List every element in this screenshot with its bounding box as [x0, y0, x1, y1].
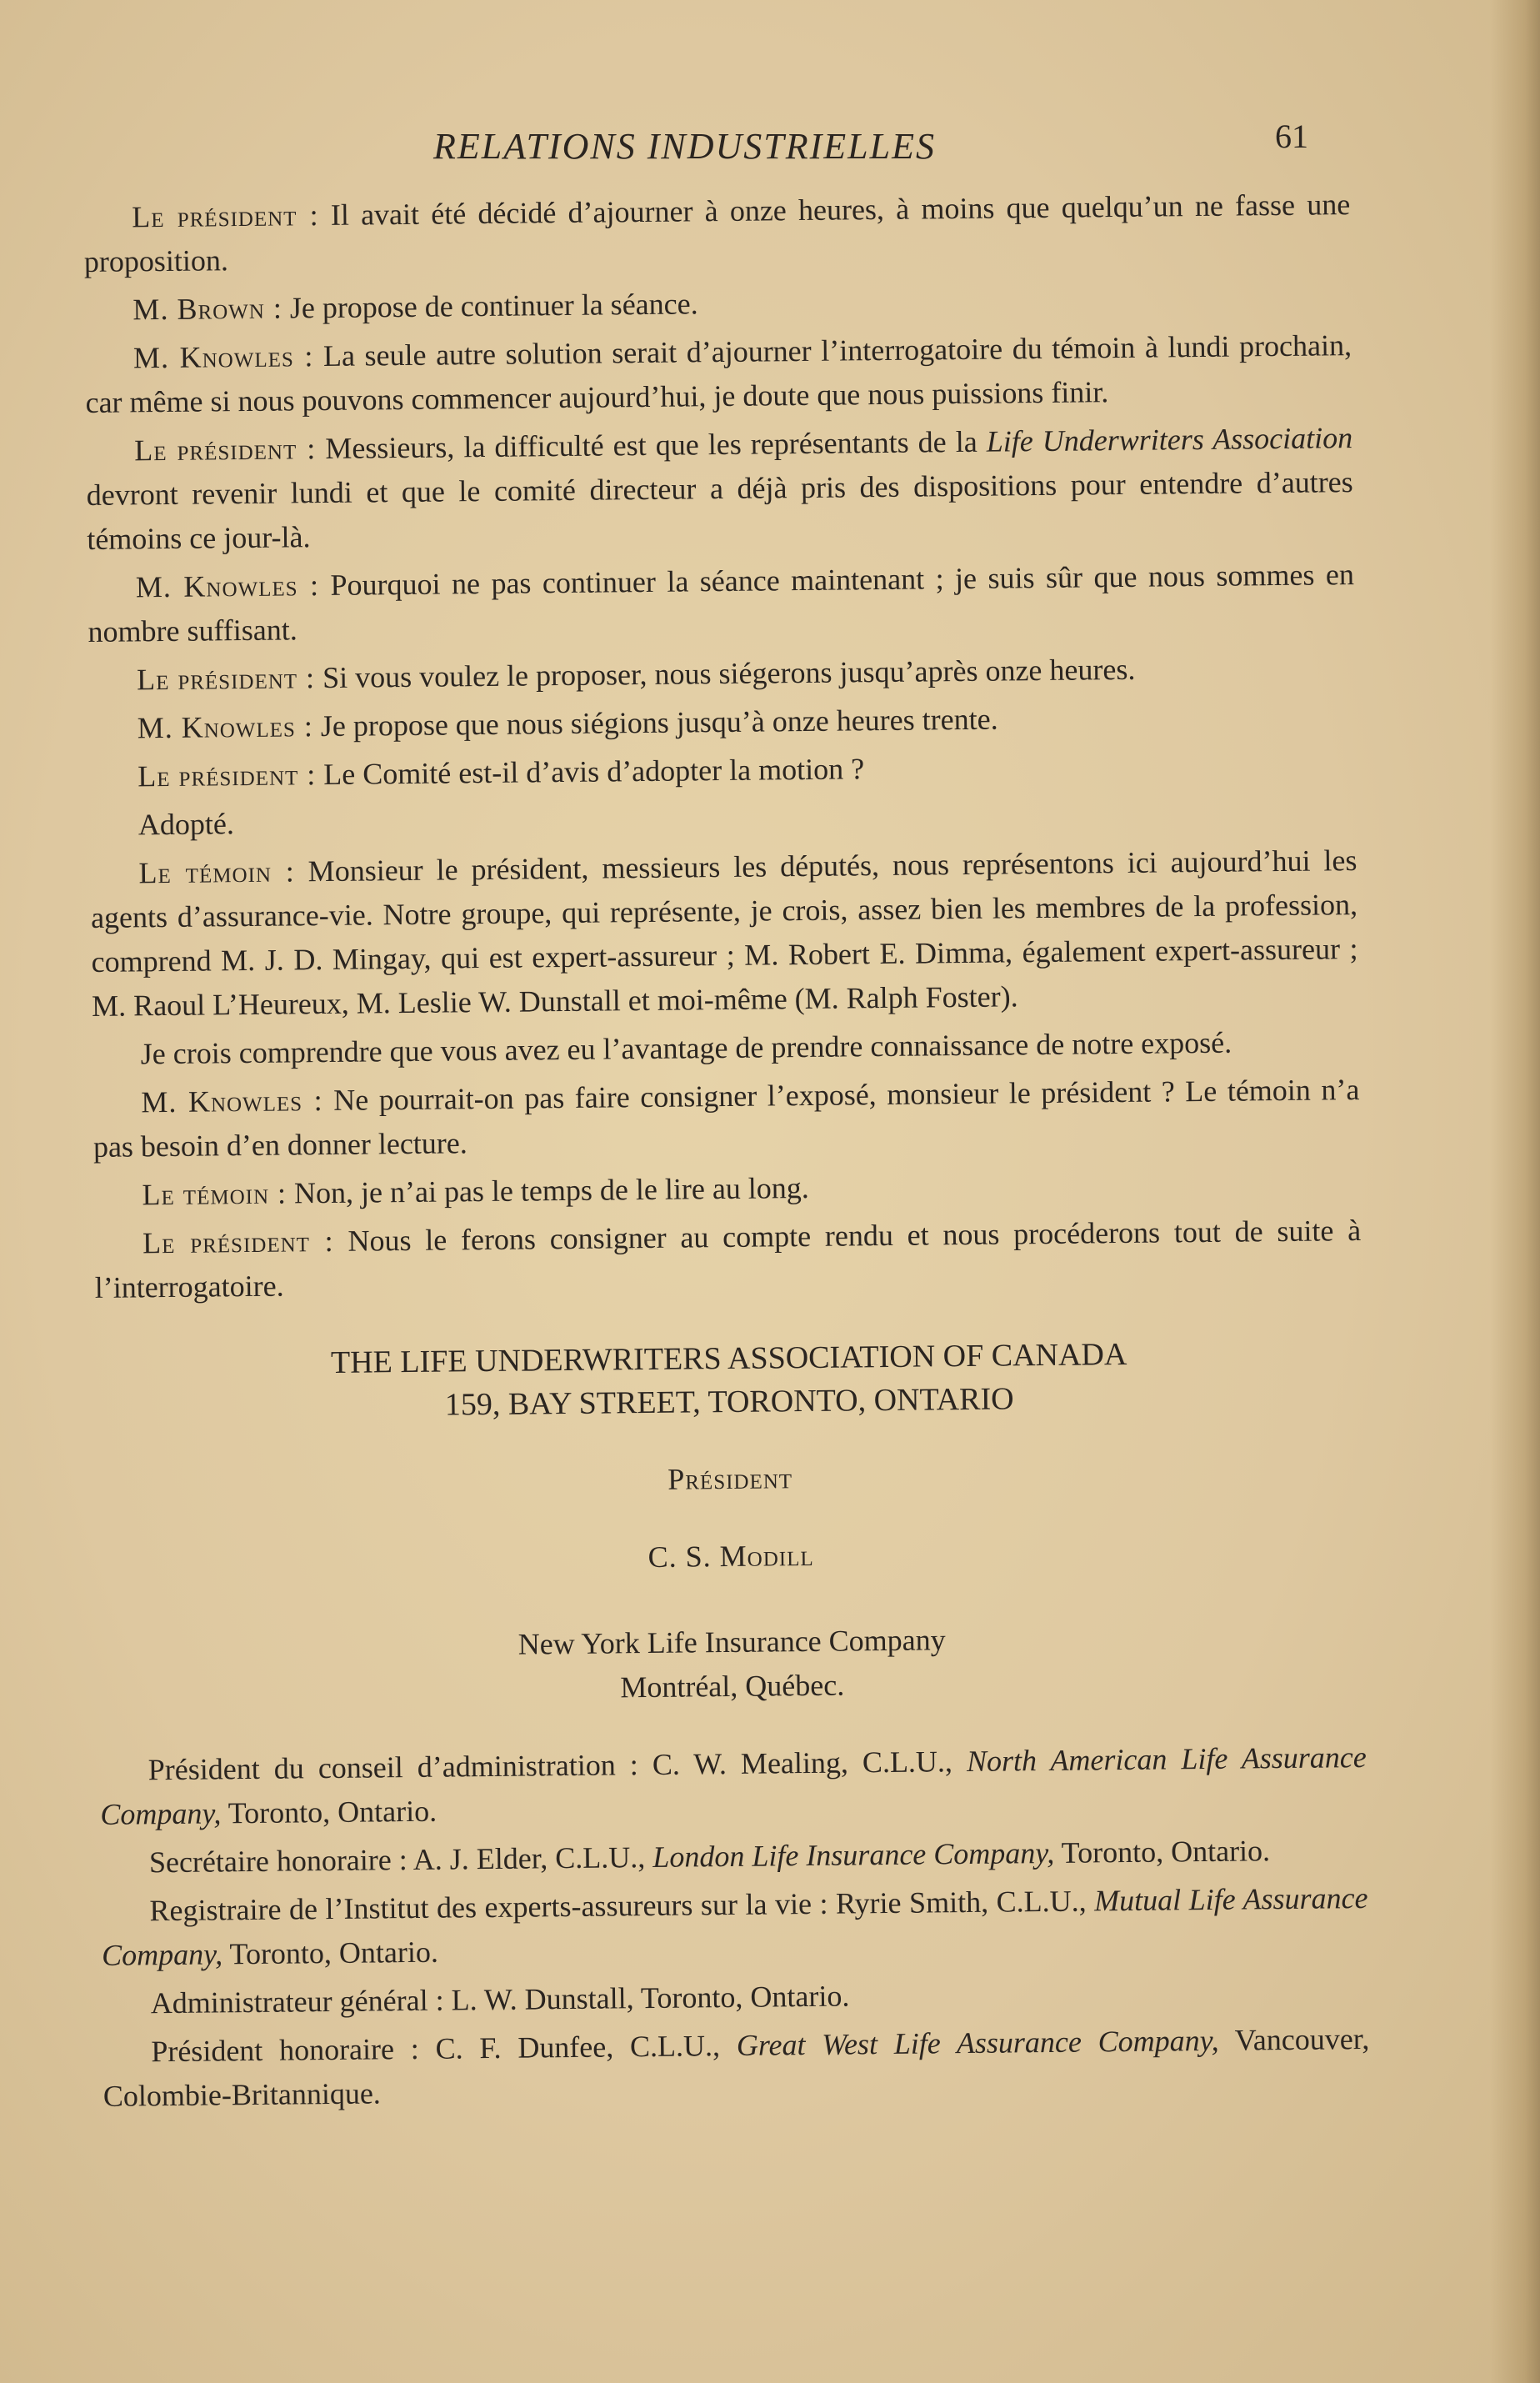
- dialogue-line: [92, 1019, 1359, 1077]
- officer-name: C. F. Dunfee, C.L.U.,: [435, 2029, 721, 2065]
- officer-role: Président honoraire :: [151, 2031, 420, 2069]
- dialogue-line: [88, 693, 1355, 751]
- speech: Nous le ferons consigner au compte rendu et nous procéderons tout de suite à l’interrogatoire.: [94, 1214, 1362, 1304]
- officer-place: Toronto, Ontario.: [1061, 1834, 1271, 1870]
- page-number: 61: [1275, 118, 1308, 155]
- running-header: RELATIONS INDUSTRIELLES: [433, 126, 936, 167]
- page-edge-shadow: [1490, 0, 1540, 2383]
- officer-company: Great West Life Assurance Company,: [736, 2023, 1219, 2062]
- dialogue-line: [90, 839, 1358, 1029]
- officer-entry: [101, 1828, 1368, 1885]
- officer-place: Toronto, Ontario.: [228, 1794, 438, 1830]
- speech: Non, je n’ai pas le temps de le lire au long.: [293, 1170, 810, 1210]
- speech: Ne pourrait-on pas faire consigner l’exposé, monsieur le président ? Le témoin n’a pas besoin d’en donner lecture.: [92, 1073, 1360, 1164]
- dialogue-line: [85, 323, 1352, 425]
- speaker: Le témoin :: [138, 854, 295, 890]
- officer-role: Administrateur général :: [150, 1983, 444, 2020]
- dialogue-line: [89, 742, 1356, 799]
- dialogue-line: [84, 275, 1351, 333]
- speaker: M. Brown :: [132, 291, 283, 327]
- dialogue-line: [93, 1160, 1360, 1218]
- speech: Si vous voulez le proposer, nous siégerons jusqu’après onze heures.: [322, 652, 1136, 695]
- speaker: M. Knowles :: [135, 568, 320, 604]
- dialogue-line: [88, 553, 1355, 654]
- speaker: Le président :: [142, 1224, 334, 1260]
- officer-name: A. J. Elder, C.L.U.,: [412, 1840, 646, 1876]
- speech: Adopté.: [138, 807, 235, 842]
- speaker: M. Knowles :: [132, 339, 314, 375]
- speech: Pourquoi ne pas continuer la séance maintenant ; je suis sûr que nous sommes en nombre suffisant.: [88, 558, 1355, 648]
- speech-continued: devront revenir lundi et que le comité directeur a déjà pris des dispositions pour entendre d’autres témoins ce jour-là.: [86, 465, 1353, 556]
- dialogue-line: [90, 790, 1357, 848]
- speaker: M. Knowles :: [137, 709, 314, 745]
- association-heading: [95, 1330, 1362, 1430]
- officer-company: Mutual Life Assurance Company,: [101, 1880, 1368, 1972]
- officer-role: Secrétaire honoraire :: [148, 1843, 408, 1880]
- president-company: New York Life Insurance Company: [518, 1623, 946, 1661]
- speaker: Le président :: [133, 432, 317, 468]
- dialogue-line: [83, 183, 1351, 284]
- president-city: Montréal, Québec.: [620, 1668, 845, 1705]
- speech: Je propose de continuer la séance.: [289, 287, 698, 325]
- speaker: Le président :: [138, 758, 317, 793]
- speaker: Le président :: [132, 198, 319, 234]
- president-affiliation: [98, 1614, 1366, 1715]
- officer-entry: [100, 1735, 1368, 1837]
- speaker: M. Knowles :: [141, 1084, 323, 1119]
- president-title: Président: [668, 1461, 793, 1496]
- speaker: Le président :: [136, 661, 316, 697]
- body-text: [83, 183, 1370, 2123]
- officer-name: C. W. Mealing, C.L.U.,: [652, 1745, 953, 1781]
- officer-company: North American Life Assurance Company,: [100, 1740, 1367, 1831]
- officer-role: Président du conseil d’administration :: [148, 1748, 639, 1787]
- officer-company: London Life Insurance Company,: [652, 1835, 1055, 1874]
- speech-italic: Life Underwriters Association: [986, 421, 1353, 458]
- officer-role: Registraire de l’Institut des experts-assureurs sur la vie :: [149, 1886, 828, 1928]
- officer-entry: [101, 1876, 1368, 1978]
- dialogue-line: [94, 1209, 1362, 1310]
- officer-place: Toronto, Ontario.: [229, 1935, 439, 1971]
- officer-entry: [102, 1969, 1368, 2026]
- officer-name: Ryrie Smith, C.L.U.,: [835, 1884, 1087, 1920]
- association-name: THE LIFE UNDERWRITERS ASSOCIATION OF CANADA: [330, 1336, 1128, 1380]
- dialogue-line: [86, 416, 1354, 562]
- speech: Il avait été décidé d’ajourner à onze heures, à moins que quelqu’un ne fasse une proposition.: [83, 188, 1351, 278]
- officer-place: Vancouver, Colombie-Britannique.: [102, 2021, 1370, 2113]
- association-address: 159, BAY STREET, TORONTO, ONTARIO: [444, 1381, 1014, 1423]
- speech: Le Comité est-il d’avis d’adopter la motion ?: [323, 752, 865, 792]
- officer-name: L. W. Dunstall, Toronto, Ontario.: [451, 1979, 850, 2017]
- speech: Messieurs, la difficulté est que les représentants de la: [325, 424, 978, 465]
- officer-entry: [102, 2017, 1370, 2119]
- speaker: Le témoin :: [142, 1176, 288, 1212]
- speech: La seule autre solution serait d’ajourner l’interrogatoire du témoin à lundi prochain, car même si nous pouvons commencer aujourd’hui, je doute que nous puissions finir.: [85, 328, 1352, 419]
- speech: Je propose que nous siégions jusqu’à onze heures trente.: [320, 702, 998, 743]
- speech: Je crois comprendre que vous avez eu l’avantage de prendre connaissance de notre exposé.: [140, 1025, 1232, 1071]
- president-name: C. S. Modill: [648, 1538, 814, 1574]
- speech: Monsieur le président, messieurs les députés, nous représentons ici aujourd’hui les agents d’assurance-vie. Notre groupe, qui représente, je crois, assez bien les membres de la profession, comprend M. J. D. Mingay, qui est expert-assureur ; M. Robert E. Dimma, également expert-assureur ; M. Raoul L’Heureux, M. Leslie W. Dunstall et moi-même (M. Ralph Foster).: [90, 844, 1358, 1023]
- dialogue-line: [92, 1068, 1360, 1169]
- dialogue-line: [88, 645, 1355, 703]
